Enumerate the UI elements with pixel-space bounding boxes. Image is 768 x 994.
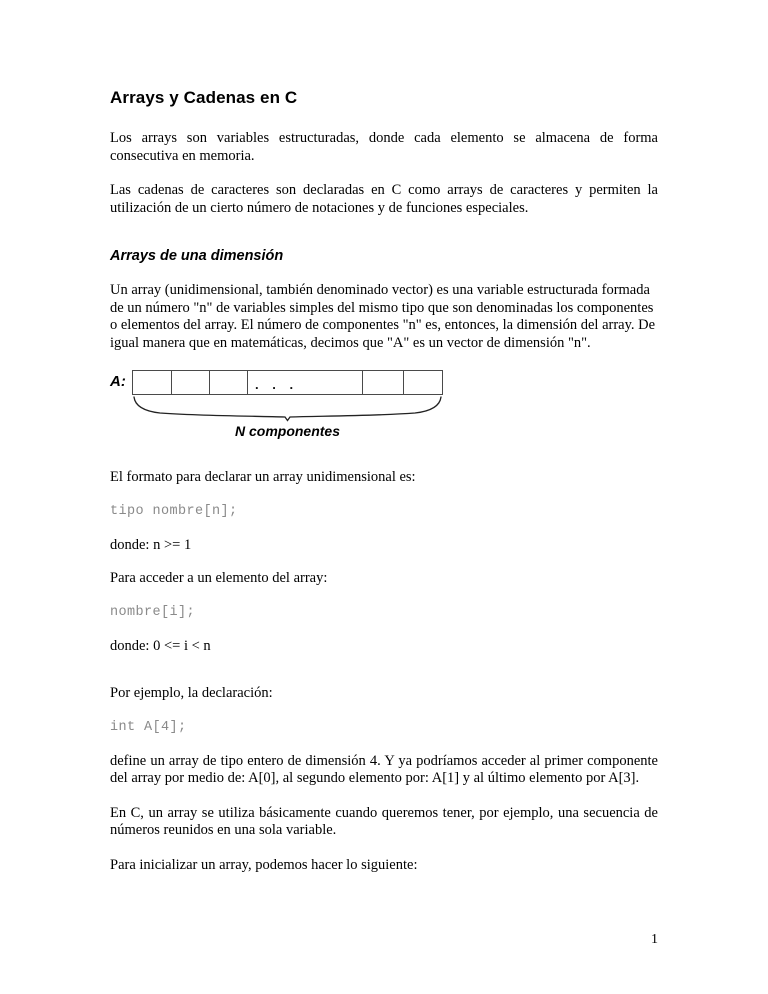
- array-label: A:: [110, 373, 126, 390]
- array-cell-divider: [247, 371, 248, 394]
- code-access-syntax: nombre[i];: [110, 604, 196, 620]
- brace-caption: N componentes: [234, 423, 340, 439]
- usage-note-paragraph: En C, un array se utiliza básicamente cuando queremos tener, por ejemplo, una secuencia de números reunidos en una sola variable.: [110, 804, 658, 838]
- init-intro-text: Para inicializar un array, podemos hacer lo siguiente:: [110, 856, 418, 873]
- array-cell-divider: [171, 371, 172, 394]
- array-cell-divider: [209, 371, 210, 394]
- brace-icon: [132, 396, 443, 422]
- example-explanation: define un array de tipo entero de dimensión 4. Y ya podríamos acceder al primer componente del array por medio de: A[0], al segundo elemento por: A[1] y al último elemento por A[3].: [110, 752, 658, 786]
- intro-paragraph-2: Las cadenas de caracteres son declaradas en C como arrays de caracteres y permiten la utilización de un cierto número de notaciones y de funciones especiales.: [110, 182, 658, 216]
- page-title: Arrays y Cadenas en C: [110, 88, 298, 107]
- access-intro-text: Para acceder a un elemento del array:: [110, 570, 328, 586]
- code-declare-syntax: tipo nombre[n];: [110, 503, 238, 519]
- declare-intro-text: El formato para declarar un array unidimensional es:: [110, 469, 416, 485]
- example-intro-text: Por ejemplo, la declaración:: [110, 685, 273, 701]
- intro-paragraph-1: Los arrays son variables estructuradas, donde cada elemento se almacena de forma consecutiva en memoria.: [110, 130, 658, 164]
- section-paragraph: Un array (unidimensional, también denominado vector) es una variable estructurada formada de un número "n" de variables simples del mismo tipo que son denominadas los componentes o elementos del array. El número de componentes "n" es, entonces, la dimensión del array. De igual manera que en matemáticas, decimos que "A" es un vector de dimensión "n".: [110, 282, 656, 351]
- document-content: [110, 88, 658, 891]
- note-n-constraint: donde: n >= 1: [110, 536, 192, 553]
- page-number: 1: [651, 932, 658, 947]
- note-i-constraint: donde: 0 <= i < n: [110, 637, 211, 654]
- array-diagram: [110, 369, 658, 455]
- array-cell-divider: [403, 371, 404, 394]
- array-cell-divider: [362, 371, 363, 394]
- section-heading-arrays-una-dimension: Arrays de una dimensión: [110, 248, 284, 264]
- code-example-declaration: int A[4];: [110, 719, 187, 735]
- array-ellipsis: . . .: [255, 377, 299, 392]
